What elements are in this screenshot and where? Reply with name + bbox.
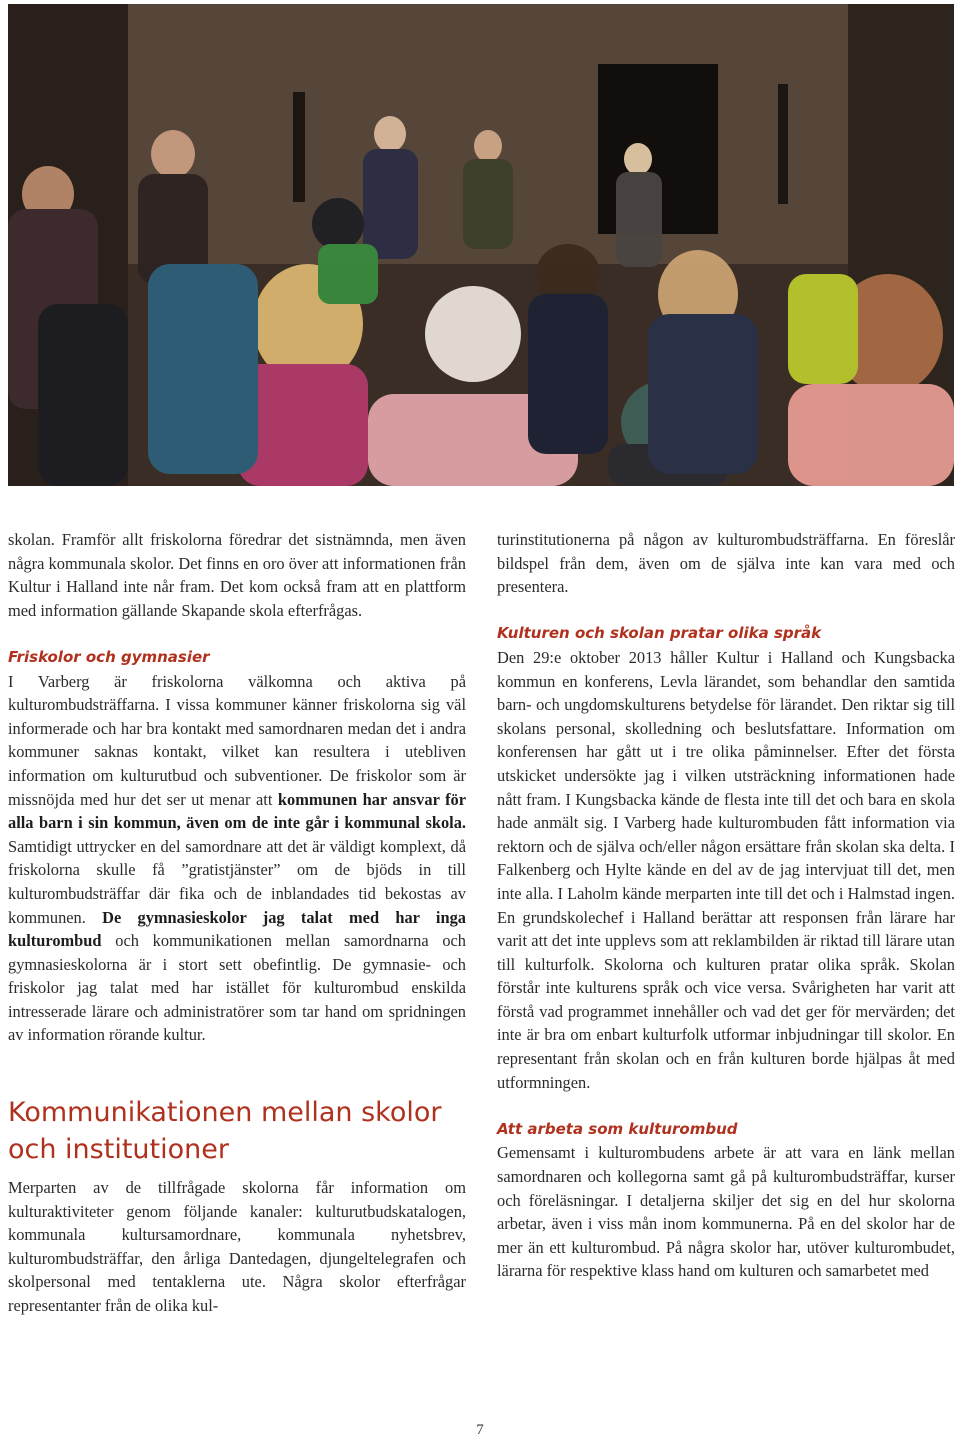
left-paragraph-3: Merparten av de tillfrågade skolorna får information om kulturaktiviteter genom följande kanaler: kulturutbudskatalogen, kommunala kultursamordnare, kommunala nyhetsbrev, kulturombudsträffar, den årliga Dantedagen, djungeltelegrafen och skolpersonal med tentaklerna ute. Några skolor efterfrågar representanter från de olika kul- — [8, 1178, 466, 1316]
right-paragraph-2: Den 29:e oktober 2013 håller Kultur i Halland och Kungsbacka kommun en konferens, Levla lärandet, som behandlar den samtida barn- och ungdomskulturens betydelse för lärandet. Den riktar sig till skolans personal, skolledning och beslutsfattare. Information om konferensen har gått ut i tre olika påminnelser. Efter det första utskicket undersökte jag i vilken utsträckning informationen hade nått fram. I Kungsbacka kände de flesta inte till det och bara en skola hade anmält sig. I Varberg hade kulturombuden fått information via rektorn och de själva och/eller någon ersättare från skolan ska delta. I Falkenberg och Hylte kände en del av de jag intervjuat till det, men inte alla. I Laholm kände merparten inte till det och i Halmstad ingen. En grundskolechef i Halland berättar att responsen från lärare har varit att det inte upplevs som att reklambilden är riktad till lärare utan till kulturfolk. Skolorna och kulturen pratar olika språk. Skolan förstår inte kulturens språk och vice versa. Svårigheten har varit att förstå vad programmet innehåller och vad det ger för mervärden; det inte är bra om enbart kulturfolk utformar inbjudningar till skolor. En representant från skolan och en från kulturen borde hjälpas åt med utformningen. — [497, 647, 955, 1092]
photo-children-in-vault — [8, 4, 954, 486]
heading-friskolor-och-gymnasier: Friskolor och gymnasier — [8, 647, 210, 666]
left-paragraph-1: skolan. Framför allt friskolorna föredrar det sistnämnda, men även några kommunala skolor. Det finns en oro över att informationen från Kultur i Halland inte når fram. Det kom också fram att en plattform med information gällande Skapande skola efterfrågas. — [8, 530, 466, 620]
bold-span: kommunen har ansvar för alla barn i sin kommun, även om de inte går i kommunal skola. — [8, 789, 466, 833]
text-span: I Varberg är friskolorna välkomna och aktiva på kulturombudsträffarna. I vissa kommuner känner friskolorna sig väl informerade och har bra kontakt med samordnaren medan det i andra kommuner saknas kontakt, vilket kan resultera i utebliven information om kulturutbud och subventioner. De friskolor som är missnöjda med hur det ser ut menar att — [8, 671, 466, 809]
left-column — [8, 528, 466, 1318]
heading-att-arbeta-som-kulturombud: Att arbeta som kulturombud — [497, 1119, 738, 1138]
right-paragraph-1: turinstitutionerna på någon av kulturombudsträffarna. En föreslår bildspel från dem, även om de själva inte kan vara med och presentera. — [497, 530, 955, 597]
bold-span: De gymnasieskolor jag talat med har inga kulturombud — [8, 907, 466, 951]
text-span: Samtidigt uttrycker en del samordnare att det är väldigt komplext, då friskolorna skulle få ”gratistjänster” om de bjöds in till kulturombudsträffar där fika och de inblandades tid bekostas av kommunen. — [8, 836, 466, 927]
right-column — [497, 528, 955, 1283]
heading-kommunikationen: Kommunikationen mellan skolor och institutioner — [8, 1097, 442, 1166]
right-paragraph-3: Gemensamt i kulturombudens arbete är att vara en länk mellan samordnaren och kollegorna samt gå på kulturombudsträffar, kurser och föreläsningar. I detaljerna skiljer det sig en del hur skolorna arbetar, även i viss mån inom kommunerna. På en del skolor har de mer än ett kulturombud. På några skolor har, utöver kulturombudet, lärarna för respektive klass hand om kulturen och samarbetet med — [497, 1143, 955, 1281]
text-span: och kommunikationen mellan samordnarna och gymnasieskolorna är i stort sett obefintlig. De gymnasie- och friskolor jag talat med har istället för kulturombud enskilda intresserade lärare och administratörer som tar hand om spridningen av information rörande kultur. — [8, 931, 466, 1045]
page-number: 7 — [476, 1422, 484, 1438]
photo-illustration — [8, 4, 954, 486]
left-paragraph-2 — [8, 670, 466, 1048]
heading-kulturen-och-skolan: Kulturen och skolan pratar olika språk — [497, 624, 822, 643]
